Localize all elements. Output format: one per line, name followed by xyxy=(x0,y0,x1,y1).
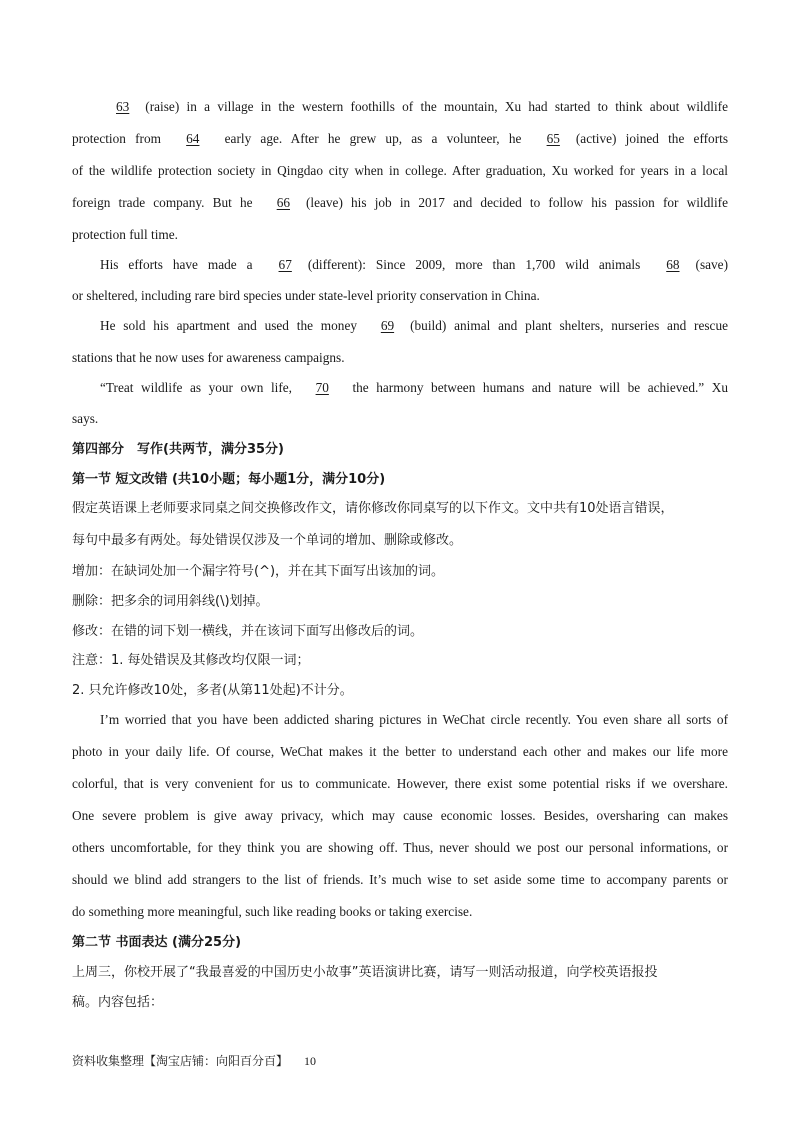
instruction-note-2: 2. 只允许修改10处，多者(从第11处起)不计分。 xyxy=(72,683,353,698)
footer-text: 资料收集整理【淘宝店铺：向阳百分百】 xyxy=(72,1054,289,1068)
page-footer xyxy=(72,1052,316,1069)
blank-68: 68 xyxy=(666,257,680,272)
instruction-modify: 修改：在错的词下划一横线，并在该词下面写出修改后的词。 xyxy=(72,624,424,639)
section-2-title: 第二节 书面表达 (满分25分) xyxy=(72,935,242,950)
passage-line-5: protection full time. xyxy=(72,227,178,242)
essay-line-3: colorful, that is very convenient for us to communicate. However, there exist some potential risks if we overshare. xyxy=(72,776,728,791)
blank-65: 65 xyxy=(546,131,560,146)
passage-line-1: 63 (raise) in a village in the western foothills of the mountain, Xu had started to think about wildlife xyxy=(100,98,728,116)
section-1-title: 第一节 短文改错 (共10小题；每小题1分，满分10分) xyxy=(72,472,386,487)
section-4-title: 第四部分 写作(共两节，满分35分) xyxy=(72,442,284,457)
passage-line-2: protection from 64 early age. After he grew up, as a volunteer, he 65 (active) joined the efforts xyxy=(72,131,728,146)
instruction-line-1: 假定英语课上老师要求同桌之间交换修改作文，请你修改你同桌写的以下作文。文中共有10处语言错误， xyxy=(72,501,674,516)
passage-line-7: or sheltered, including rare bird species under state-level priority conservation in China. xyxy=(72,288,540,303)
essay-line-7: do something more meaningful, such like reading books or taking exercise. xyxy=(72,904,473,919)
essay-line-4: One severe problem is give away privacy, which may cause economic losses. Besides, oversharing can makes xyxy=(72,808,728,823)
blank-66: 66 xyxy=(276,195,290,210)
instruction-delete: 删除：把多余的词用斜线(\)划掉。 xyxy=(72,594,269,609)
passage-line-6: His efforts have made a 67 (different): Since 2009, more than 1,700 wild animals 68 (save) xyxy=(100,257,728,272)
instruction-note-1: 注意：1. 每处错误及其修改均仅限一词； xyxy=(72,653,310,668)
passage-line-4: foreign trade company. But he 66 (leave) his job in 2017 and decided to follow his passion for wildlife xyxy=(72,195,728,210)
blank-67: 67 xyxy=(278,257,292,272)
instruction-line-2: 每句中最多有两处。每处错误仅涉及一个单词的增加、删除或修改。 xyxy=(72,533,463,548)
blank-63: 63 xyxy=(116,99,130,114)
blank-64: 64 xyxy=(186,131,200,146)
essay-line-2: photo in your daily life. Of course, WeChat makes it the better to understand each other and makes our life more xyxy=(72,744,728,759)
instruction-add: 增加：在缺词处加一个漏字符号(^)，并在其下面写出该加的词。 xyxy=(72,564,445,579)
task-line-2: 稿。内容包括： xyxy=(72,995,164,1010)
page-number: 10 xyxy=(304,1054,317,1068)
passage-line-11: says. xyxy=(72,411,99,426)
task-line-1: 上周三，你校开展了“我最喜爱的中国历史小故事”英语演讲比赛，请写一则活动报道，向学校英语报投 xyxy=(72,965,658,980)
passage-line-3: of the wildlife protection society in Qingdao city when in college. After graduation, Xu worked for years in a local xyxy=(72,163,728,178)
passage-line-8: He sold his apartment and used the money 69 (build) animal and plant shelters, nurseries and rescue xyxy=(100,318,728,333)
passage-line-9: stations that he now uses for awareness campaigns. xyxy=(72,350,345,365)
blank-70: 70 xyxy=(315,380,329,395)
essay-line-1: I’m worried that you have been addicted sharing pictures in WeChat circle recently. You even share all sorts of xyxy=(100,712,728,727)
essay-line-5: others uncomfortable, for they think you are showing off. Thus, never should we post our personal informations, or xyxy=(72,840,728,855)
essay-line-6: should we blind add strangers to the list of friends. It’s much wise to set aside some time to accompany parents or xyxy=(72,872,728,887)
passage-line-10: “Treat wildlife as your own life, 70 the harmony between humans and nature will be achieved.” Xu xyxy=(100,380,728,395)
blank-69: 69 xyxy=(380,318,395,333)
